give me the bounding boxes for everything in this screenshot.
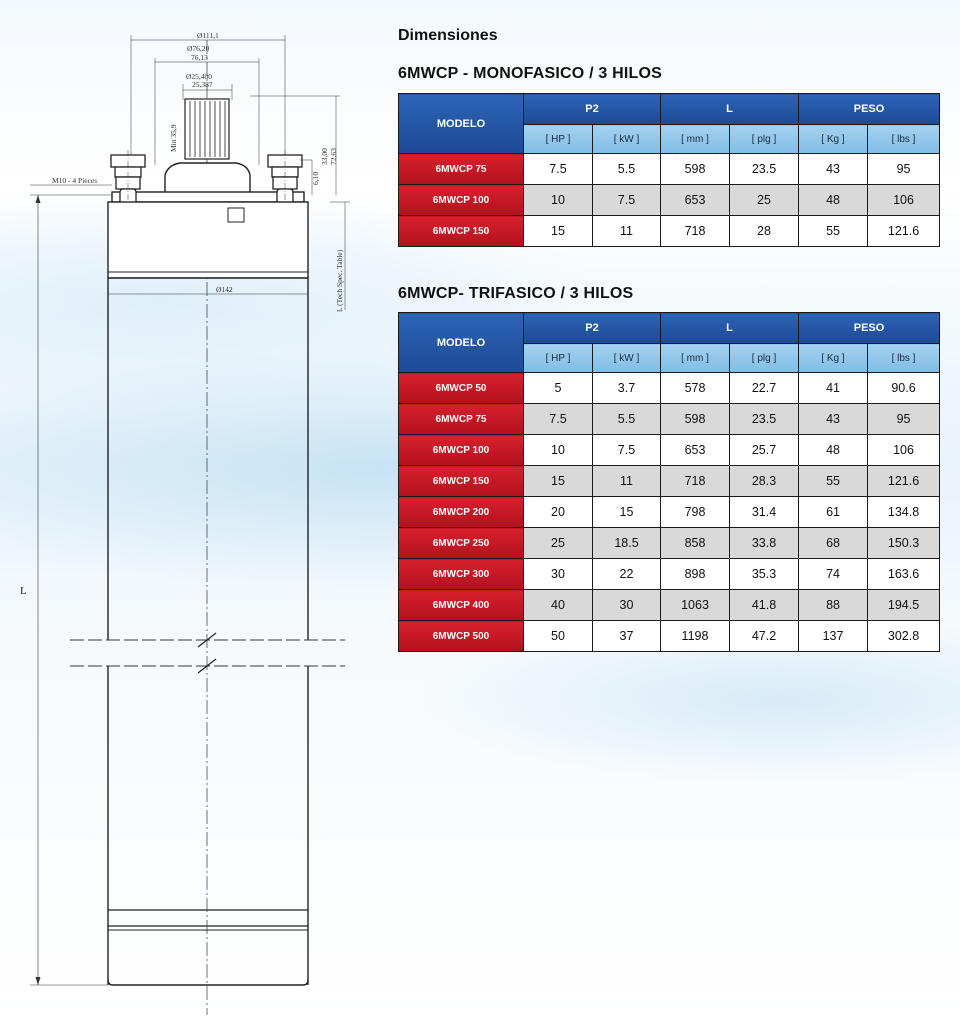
model-cell: 6MWCP 300 <box>399 559 524 590</box>
value-cell: 22 <box>593 559 661 590</box>
table-row <box>399 404 940 435</box>
value-cell: 30 <box>524 559 593 590</box>
value-cell: 40 <box>524 590 593 621</box>
model-cell: 6MWCP 75 <box>399 154 524 185</box>
value-cell: 25 <box>730 185 799 216</box>
header-p2: P2 <box>524 313 661 344</box>
dim-d76-13: 76,13 <box>191 53 208 62</box>
value-cell: 28.3 <box>730 466 799 497</box>
value-cell: 55 <box>799 466 868 497</box>
value-cell: 134.8 <box>868 497 940 528</box>
header-peso: PESO <box>799 94 940 125</box>
dim-d111: Ø111,1 <box>197 31 219 40</box>
value-cell: 121.6 <box>868 216 940 247</box>
value-cell: 1063 <box>661 590 730 621</box>
model-cell: 6MWCP 150 <box>399 216 524 247</box>
value-cell: 7.5 <box>524 404 593 435</box>
model-cell: 6MWCP 100 <box>399 435 524 466</box>
value-cell: 41.8 <box>730 590 799 621</box>
value-cell: 7.5 <box>524 154 593 185</box>
model-cell: 6MWCP 500 <box>399 621 524 652</box>
value-cell: 23.5 <box>730 154 799 185</box>
value-cell: 106 <box>868 435 940 466</box>
section-title-trifasico: 6MWCP- TRIFASICO / 3 HILOS <box>398 285 634 302</box>
header-modelo: MODELO <box>399 313 524 373</box>
value-cell: 90.6 <box>868 373 940 404</box>
value-cell: 74 <box>799 559 868 590</box>
model-cell: 6MWCP 100 <box>399 185 524 216</box>
value-cell: 55 <box>799 216 868 247</box>
value-cell: 163.6 <box>868 559 940 590</box>
value-cell: 11 <box>593 216 661 247</box>
value-cell: 10 <box>524 185 593 216</box>
unit-kg: [ Kg ] <box>799 125 868 154</box>
value-cell: 43 <box>799 154 868 185</box>
value-cell: 33.8 <box>730 528 799 559</box>
value-cell: 798 <box>661 497 730 528</box>
value-cell: 30 <box>593 590 661 621</box>
value-cell: 48 <box>799 185 868 216</box>
value-cell: 3.7 <box>593 373 661 404</box>
value-cell: 61 <box>799 497 868 528</box>
model-cell: 6MWCP 50 <box>399 373 524 404</box>
dim-min: Min 35,9 <box>169 124 178 152</box>
unit-lbs: [ lbs ] <box>868 344 940 373</box>
unit-mm: [ mm ] <box>661 344 730 373</box>
value-cell: 5.5 <box>593 154 661 185</box>
unit-kw: [ kW ] <box>593 344 661 373</box>
value-cell: 578 <box>661 373 730 404</box>
unit-lbs: [ lbs ] <box>868 125 940 154</box>
unit-mm: [ mm ] <box>661 125 730 154</box>
value-cell: 37 <box>593 621 661 652</box>
dim-6-10: 6,10 <box>311 171 320 185</box>
dim-l-spec: L (Tech Spec. Table) <box>335 249 344 312</box>
value-cell: 5.5 <box>593 404 661 435</box>
value-cell: 28 <box>730 216 799 247</box>
value-cell: 10 <box>524 435 593 466</box>
value-cell: 7.5 <box>593 185 661 216</box>
motor-technical-drawing <box>0 0 390 1024</box>
unit-kg: [ Kg ] <box>799 344 868 373</box>
value-cell: 5 <box>524 373 593 404</box>
value-cell: 1198 <box>661 621 730 652</box>
dim-l: L <box>20 585 27 597</box>
dim-d25-400: Ø25,400 <box>186 72 213 81</box>
value-cell: 302.8 <box>868 621 940 652</box>
value-cell: 41 <box>799 373 868 404</box>
value-cell: 68 <box>799 528 868 559</box>
model-cell: 6MWCP 400 <box>399 590 524 621</box>
page-title: Dimensiones <box>398 27 498 44</box>
value-cell: 88 <box>799 590 868 621</box>
dim-33-00: 33,00 <box>320 148 329 165</box>
value-cell: 47.2 <box>730 621 799 652</box>
table-row <box>399 590 940 621</box>
value-cell: 598 <box>661 154 730 185</box>
value-cell: 18.5 <box>593 528 661 559</box>
value-cell: 50 <box>524 621 593 652</box>
value-cell: 31.4 <box>730 497 799 528</box>
model-cell: 6MWCP 250 <box>399 528 524 559</box>
value-cell: 7.5 <box>593 435 661 466</box>
table-row <box>399 497 940 528</box>
table-row <box>399 528 940 559</box>
value-cell: 15 <box>524 216 593 247</box>
value-cell: 194.5 <box>868 590 940 621</box>
dim-d25-387: 25,387 <box>192 80 213 89</box>
dim-d142: Ø142 <box>216 285 233 294</box>
unit-kw: [ kW ] <box>593 125 661 154</box>
value-cell: 20 <box>524 497 593 528</box>
value-cell: 35.3 <box>730 559 799 590</box>
table-row <box>399 216 940 247</box>
table-row <box>399 373 940 404</box>
value-cell: 48 <box>799 435 868 466</box>
value-cell: 858 <box>661 528 730 559</box>
value-cell: 43 <box>799 404 868 435</box>
value-cell: 898 <box>661 559 730 590</box>
value-cell: 15 <box>593 497 661 528</box>
value-cell: 15 <box>524 466 593 497</box>
value-cell: 22.7 <box>730 373 799 404</box>
header-l: L <box>661 94 799 125</box>
table-row <box>399 466 940 497</box>
unit-plg: [ plg ] <box>730 344 799 373</box>
table-row <box>399 154 940 185</box>
table-row <box>399 185 940 216</box>
unit-hp: [ HP ] <box>524 344 593 373</box>
value-cell: 106 <box>868 185 940 216</box>
unit-hp: [ HP ] <box>524 125 593 154</box>
header-l: L <box>661 313 799 344</box>
value-cell: 95 <box>868 404 940 435</box>
table-row <box>399 559 940 590</box>
value-cell: 598 <box>661 404 730 435</box>
section-title-monofasico: 6MWCP - MONOFASICO / 3 HILOS <box>398 65 662 82</box>
table-trifasico <box>398 312 940 652</box>
header-p2: P2 <box>524 94 661 125</box>
value-cell: 25 <box>524 528 593 559</box>
value-cell: 150.3 <box>868 528 940 559</box>
value-cell: 653 <box>661 435 730 466</box>
model-cell: 6MWCP 150 <box>399 466 524 497</box>
model-cell: 6MWCP 75 <box>399 404 524 435</box>
value-cell: 11 <box>593 466 661 497</box>
header-peso: PESO <box>799 313 940 344</box>
value-cell: 653 <box>661 185 730 216</box>
value-cell: 718 <box>661 216 730 247</box>
value-cell: 121.6 <box>868 466 940 497</box>
unit-plg: [ plg ] <box>730 125 799 154</box>
model-cell: 6MWCP 200 <box>399 497 524 528</box>
value-cell: 25.7 <box>730 435 799 466</box>
value-cell: 137 <box>799 621 868 652</box>
dim-d76-20: Ø76,20 <box>187 44 210 53</box>
table-monofasico <box>398 93 940 247</box>
value-cell: 95 <box>868 154 940 185</box>
header-modelo: MODELO <box>399 94 524 154</box>
value-cell: 718 <box>661 466 730 497</box>
dim-m10: M10 - 4 Pieces <box>52 176 98 185</box>
dim-72-63: 72,63 <box>329 148 338 165</box>
table-row <box>399 435 940 466</box>
table-row <box>399 621 940 652</box>
value-cell: 23.5 <box>730 404 799 435</box>
